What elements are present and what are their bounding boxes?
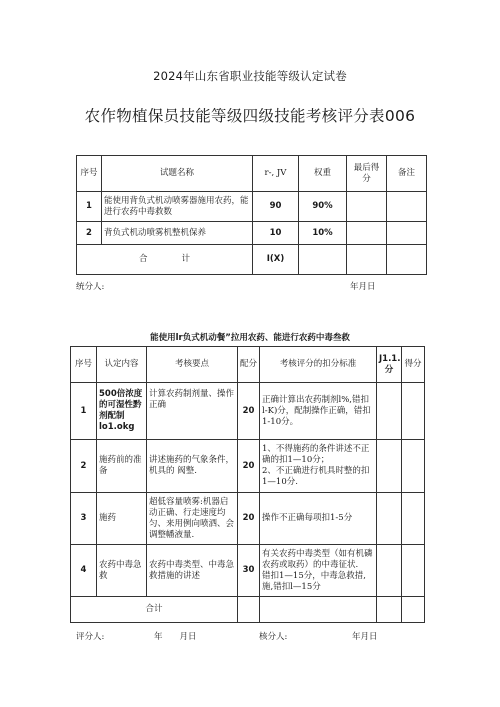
- form-title: 农作物植保员技能等级四级技能考核评分表006: [84, 107, 416, 125]
- detail-row: [71, 440, 425, 493]
- checker-label: 核分人:: [259, 632, 288, 642]
- total-criteria: [260, 597, 377, 623]
- row-criteria: 1、不得施药的条件讲述不正确的扣1—10分； 2、不正确进行机具时整的扣1—10分.: [260, 440, 377, 493]
- total-label: 合 计: [77, 245, 253, 275]
- col-remarks: 备注: [387, 156, 427, 192]
- row-weight: 10%: [299, 222, 347, 245]
- row-seq: 1: [71, 383, 97, 440]
- exam-header: 2024年山东省职业技能等级认定试卷: [153, 69, 347, 83]
- detail-table: [70, 346, 425, 623]
- summary-table: [76, 155, 427, 275]
- total-deduct: [377, 597, 402, 623]
- row-criteria: 有关农药中毒类型（如有机磷农药或取药）的中毒征状. 错扣1—15分，中毒急救措,施,错扣l—15分: [260, 545, 377, 597]
- detail-row: [71, 493, 425, 545]
- row-time: 90: [253, 192, 299, 222]
- row-seq: 4: [71, 545, 97, 597]
- row-final-score: [347, 222, 387, 245]
- detail-header-row: [71, 347, 425, 383]
- row-name: 背负式机动喷雾机整机保养: [102, 222, 253, 245]
- col-deduct: J1.1.分: [377, 347, 402, 383]
- stat-signer-label: 统分人:: [76, 282, 105, 292]
- stat-date-label: 年月日: [350, 282, 376, 292]
- detail-title: 能使用lr负式机动餐”拉用农药、能进行农药中毒叁救: [150, 333, 350, 343]
- col-weight: 权重: [299, 156, 347, 192]
- row-criteria: 正确计算出农药制剂l%,错扣l-K)分，配制操作正确，错扣1-10分。: [260, 383, 377, 440]
- col-final-score: 最后得分: [347, 156, 387, 192]
- scorer-label: 评分人:: [76, 632, 105, 642]
- total-remarks: [387, 245, 427, 275]
- detail-row: [71, 383, 425, 440]
- row-points: 讲述施药的气象条件，机具的 阀整.: [147, 440, 238, 493]
- detail-row: [71, 545, 425, 597]
- row-content: 500倍浓度的可湿性黔剂配制lo1.okg: [97, 383, 147, 440]
- col-time: r-, JV: [253, 156, 299, 192]
- row-final-score: [347, 192, 387, 222]
- row-points: 农药中毒类型、中毒急救措施的讲述: [147, 545, 238, 597]
- row-got: [402, 493, 425, 545]
- row-score: 30: [238, 545, 260, 597]
- row-deduct: [377, 493, 402, 545]
- row-remarks: [387, 222, 427, 245]
- row-score: 20: [238, 383, 260, 440]
- total-score: [238, 597, 260, 623]
- row-deduct: [377, 545, 402, 597]
- col-criteria: 考核评分的扣分标准: [260, 347, 377, 383]
- col-got: 得分: [402, 347, 425, 383]
- col-content: 认定内容: [97, 347, 147, 383]
- row-remarks: [387, 192, 427, 222]
- total-got: [402, 597, 425, 623]
- row-score: 20: [238, 440, 260, 493]
- row-criteria: 操作不正确每项扣1-5分: [260, 493, 377, 545]
- scorer-date-label: 年 月日: [154, 632, 197, 642]
- row-time: 10: [253, 222, 299, 245]
- row-points: 超低容量喷雾:机器启动正确、行走速度均匀、来用例向喷洒、会调整幡液量.: [147, 493, 238, 545]
- col-name: 试题名称: [102, 156, 253, 192]
- row-points: 计算农药制剂量、操作正确: [147, 383, 238, 440]
- col-seq: 序号: [77, 156, 102, 192]
- row-weight: 90%: [299, 192, 347, 222]
- row-got: [402, 545, 425, 597]
- row-deduct: [377, 440, 402, 493]
- row-name: 能使用背负式机动喷雾器施用农药，能进行农药中毒救数: [102, 192, 253, 222]
- total-weight: [299, 245, 347, 275]
- total-value: I(X): [253, 245, 299, 275]
- row-got: [402, 440, 425, 493]
- row-content: 施药前的准备: [97, 440, 147, 493]
- summary-header-row: [77, 156, 427, 192]
- summary-total-row: [77, 245, 427, 275]
- row-seq: 1: [77, 192, 102, 222]
- row-seq: 3: [71, 493, 97, 545]
- row-score: 20: [238, 493, 260, 545]
- summary-row: [77, 222, 427, 245]
- col-seq: 序号: [71, 347, 97, 383]
- summary-row: [77, 192, 427, 222]
- detail-total-row: [71, 597, 425, 623]
- row-deduct: [377, 383, 402, 440]
- row-seq: 2: [77, 222, 102, 245]
- row-seq: 2: [71, 440, 97, 493]
- col-points: 考核要点: [147, 347, 238, 383]
- row-content: 施药: [97, 493, 147, 545]
- total-final-score: [347, 245, 387, 275]
- col-score: 配分: [238, 347, 260, 383]
- row-content: 农药中毒急救: [97, 545, 147, 597]
- total-label: 合计: [71, 597, 238, 623]
- checker-date-label: 年月日: [352, 632, 378, 642]
- row-got: [402, 383, 425, 440]
